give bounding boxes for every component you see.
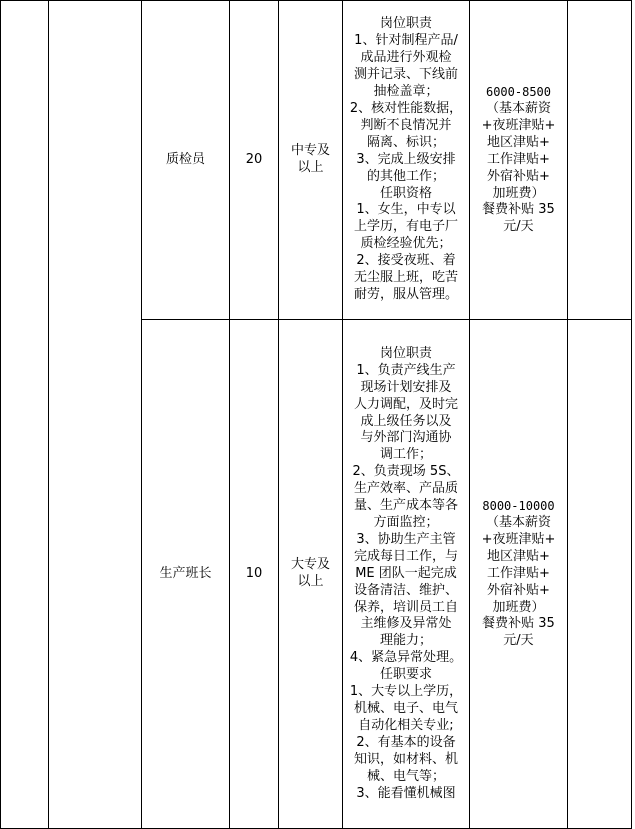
salary-line: （基本薪资 [485,515,551,531]
duty-line: 任职要求 [379,667,432,683]
duties-cell [343,320,470,829]
duty-line: 2、核对性能数据， [349,101,463,117]
duty-line: 主维修及异常处 [360,616,452,632]
duty-line: 3、能看懂机械图 [356,785,456,801]
duty-line: 无尘服上班，吃苦 [353,270,458,286]
salary-line: 工作津贴+ [487,565,550,581]
duty-line: 调工作； [379,447,432,463]
salary-line: 元/天 [503,633,534,649]
education-cell [279,1,343,320]
duty-line: 耐劳，服从管理。 [353,286,458,302]
count-cell: 20 [230,1,279,320]
duty-line: 3、完成上级安排 [356,151,456,167]
duty-line: 岗位职责 [379,345,432,361]
duty-line: 判断不良情况并 [360,117,452,133]
duty-line: 自动化相关专业; [358,717,454,733]
duty-line: 2、接受夜班、着 [356,253,456,269]
duties-cell [343,1,470,320]
position-cell: 生产班长 [142,320,230,829]
duty-line: 机械、电子、电气 [353,700,458,716]
duty-line: 2、负责现场 5S、 [352,464,460,480]
duty-line: 方面监控； [373,515,439,531]
duty-line: 成品进行外观检 [360,50,452,66]
education-cell [279,320,343,829]
duty-line: 完成每日工作，与 [353,548,458,564]
position-cell: 质检员 [142,1,230,320]
duty-line: 的其他工作； [366,168,445,184]
duty-line: 4、紧急异常处理。 [349,650,463,666]
salary-line: +夜班津贴+ [481,117,556,133]
salary-line: 餐费补贴 35 [482,616,555,632]
duty-line: 械、电气等； [366,768,445,784]
salary-line: +夜班津贴+ [481,531,556,547]
duty-line: 设备清洁、维护、 [353,582,458,598]
duty-line: 1、针对制程产品/ [354,33,458,49]
table-row [1,1,632,320]
duty-line: 生产效率、产品质 [353,481,458,497]
salary-line: 6000-8500 [485,85,552,100]
duty-line: 现场计划安排及 [360,379,452,395]
salary-line: 工作津贴+ [487,151,550,167]
blank-cell [568,320,632,829]
salary-line: （基本薪资 [485,101,551,117]
count-cell: 10 [230,320,279,829]
duty-line: 人力调配，及时完 [353,396,458,412]
education-line: 中专及 [290,143,330,159]
blank-cell [1,1,49,829]
duty-line: 与外部门沟通协 [360,430,452,446]
duty-line: 1、女生，中专以 [356,202,456,218]
salary-line: 外宿补贴+ [487,168,550,184]
blank-cell [49,1,142,829]
salary-line: 餐费补贴 35 [482,202,555,218]
salary-line: 地区津贴+ [487,134,550,150]
duty-line: 抽检盖章； [373,84,439,100]
salary-line: 地区津贴+ [487,548,550,564]
salary-line: 元/天 [503,219,534,235]
duty-line: 1、负责产线生产 [356,362,456,378]
salary-cell [470,1,568,320]
duty-line: 2、有基本的设备 [356,734,456,750]
blank-cell [568,1,632,320]
duty-line: 岗位职责 [379,16,432,32]
salary-line: 8000-10000 [482,499,555,514]
duty-line: 理能力； [379,633,432,649]
salary-line: 加班费） [492,185,545,201]
duty-line: ME 团队一起完成 [355,565,457,581]
duty-line: 成上级任务以及 [360,413,452,429]
salary-line: 加班费） [492,599,545,615]
duty-line: 测并记录、下线前 [353,67,458,83]
duty-line: 质检经验优先； [360,236,452,252]
duty-line: 量、生产成本等各 [353,498,458,514]
education-line: 以上 [297,574,324,590]
salary-line: 外宿补贴+ [487,582,550,598]
salary-cell [470,320,568,829]
education-line: 以上 [297,160,324,176]
duty-line: 3、协助生产主管 [356,531,456,547]
education-line: 大专及 [290,557,330,573]
duty-line: 知识，如材料、机 [353,751,458,767]
duty-line: 任职资格 [379,185,432,201]
duty-line: 上学历，有电子厂 [353,219,458,235]
duty-line: 保养，培训员工自 [353,599,458,615]
duty-line: 1、大专以上学历， [349,684,463,700]
duty-line: 隔离、标识； [366,134,445,150]
